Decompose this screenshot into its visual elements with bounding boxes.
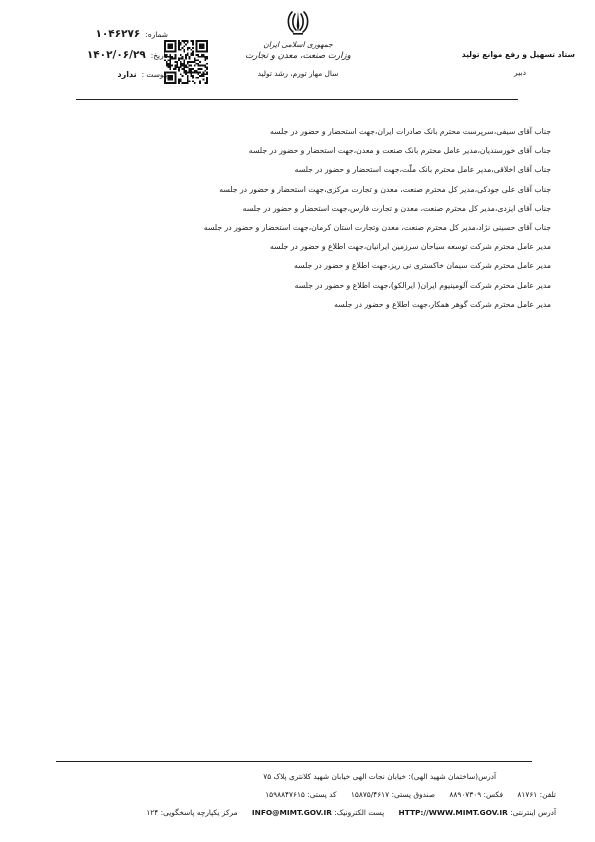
footer-website-link[interactable]: HTTP://WWW.MIMT.GOV.IR [398,808,508,817]
issuing-office [461,50,575,77]
letter-number: ۱۰۴۶۲۷۶ [95,28,141,40]
header-divider [76,99,518,100]
letter-date-row [48,49,168,70]
letter-number-label: شماره: [145,30,168,39]
recipient-item: جناب آقای حسینی نژاد،مدیر کل محترم صنعت، معدن وتجارت استان کرمان،جهت استحضار و حضور در جلسه [203,222,551,232]
footer-contact-line [36,786,556,804]
footer-postal-code: کد پستی: ۱۵۹۸۸۴۷۶۱۵ [265,790,337,799]
emblem-republic-text: جمهوری اسلامی ایران [263,40,333,49]
footer-web-line [36,804,556,822]
iran-emblem-icon [286,8,310,36]
recipient-item: جناب آقای خورسندیان،مدیر عامل محترم بانک صنعت و معدن،جهت استحضار و حضور در جلسه [248,146,551,156]
recipient-item: مدیر عامل محترم شرکت گوهر همکار،جهت اطلاع و حضور در جلسه [334,299,551,309]
footer-email-label: پست الکترونیک: [334,808,385,817]
recipient-item: مدیر عامل محترم شرکت توسعه سیاحان سرزمین ایرانیان،جهت اطلاع و حضور در جلسه [269,242,551,252]
footer-email-link[interactable]: INFO@MIMT.GOV.IR [251,808,332,817]
footer-po-box: صندوق پستی: ۱۵۸۷۵/۴۶۱۷ [350,790,436,799]
recipient-item: جناب آقای علی جودکی،مدیر کل محترم صنعت، معدن و تجارت مرکزی،جهت استحضار و حضور در جلسه [219,184,551,194]
attachment-row [48,70,168,91]
qr-code [164,40,208,84]
office-name: ستاد تسهیل و رفع موانع تولید [461,50,575,59]
recipient-item: مدیر عامل محترم شرکت آلومینیوم ایران( ایرالکو)،جهت اطلاع و حضور در جلسه [294,280,551,290]
footer-phone: تلفن: ۸۱۷۶۱ [517,790,556,799]
recipient-list [31,122,551,314]
footer-address: آدرس(ساختمان شهید الهی): خیابان نجات الهی خیابان شهید کلانتری پلاک ۷۵ [263,772,496,781]
ministry-name: وزارت صنعت، معدن و تجارت [245,51,351,61]
attachment-label: پیوست : [141,70,168,79]
ministry-letterhead [238,8,358,78]
letter-number-row [48,28,168,49]
footer-fax: فکس: ۸۸۹۰۷۳۰۹ [449,790,504,799]
recipient-item: جناب آقای اخلاقی،مدیر عامل محترم بانک ملّت،جهت استحضار و حضور در جلسه [294,165,551,175]
footer-divider [56,761,532,762]
office-role: دبیر [514,68,526,77]
letter-date: ۱۴۰۲/۰۶/۲۹ [86,49,146,61]
attachment-value: ندارد [117,70,137,79]
recipient-item: مدیر عامل محترم شرکت سیمان خاکستری نی ریز،جهت اطلاع و حضور در جلسه [293,261,551,271]
recipient-item: جناب آقای ایزدی،مدیر کل محترم صنعت، معدن و تجارت فارس،جهت استحضار و حضور در جلسه [242,203,551,213]
letter-meta [48,28,168,91]
footer [36,768,556,822]
footer-website-label: آدرس اینترنتی: [510,808,556,817]
year-motto: سال مهار تورم، رشد تولید [257,69,339,78]
letter-date-label: تاریخ: [150,51,168,60]
recipient-item: جناب آقای سیفی،سرپرست محترم بانک صادرات ایران،جهت استحضار و حضور در جلسه [269,127,551,136]
footer-callcenter: مرکز یکپارچه پاسخگویی: ۱۲۴ [146,808,238,817]
